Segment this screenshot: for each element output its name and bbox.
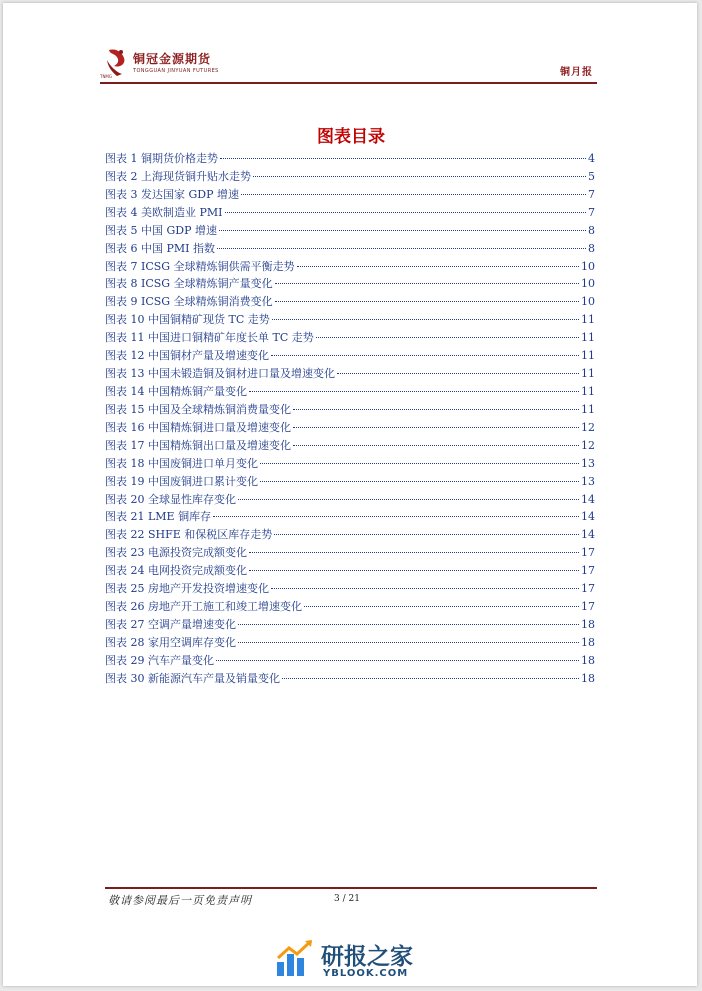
toc-entry-page: 11 [581,349,595,363]
toc-entry-label: 图表 2 上海现货铜升贴水走势 [105,169,251,183]
toc-entry-label: 图表 18 中国废铜进口单月变化 [105,456,258,470]
toc-entry-label: 图表 25 房地产开发投资增速变化 [105,582,269,596]
page-number: 3 / 21 [334,894,360,904]
page-header [100,44,597,90]
toc-entry[interactable] [105,562,595,580]
watermark-name: 研报之家 [321,944,413,970]
toc-entry[interactable] [105,670,595,688]
toc-title: 图表目录 [317,127,385,147]
toc-entry[interactable] [105,634,595,652]
toc-entry-page: 10 [581,277,595,291]
toc-dot-leader [316,337,579,338]
toc-entry-page: 14 [581,528,595,542]
toc-dot-leader [293,409,579,410]
toc-entry-page: 17 [581,564,595,578]
toc-entry-label: 图表 8 ICSG 全球精炼铜产量变化 [105,277,273,291]
toc-entry-label: 图表 9 ICSG 全球精炼铜消费变化 [105,295,273,309]
toc-entry[interactable] [105,616,595,634]
toc-entry[interactable] [105,311,595,329]
toc-entry-label: 图表 22 SHFE 和保税区库存走势 [105,528,273,542]
toc-dot-leader [275,283,579,284]
toc-dot-leader [216,660,579,661]
toc-entry-label: 图表 17 中国精炼铜出口量及增速变化 [105,438,291,452]
toc-dot-leader [293,445,579,446]
toc-entry[interactable] [105,383,595,401]
toc-dot-leader [249,552,579,553]
footer-disclaimer: 敬请参阅最后一页免责声明 [108,894,252,907]
toc-entry-label: 图表 20 全球显性库存变化 [105,492,236,506]
toc-dot-leader [293,427,579,428]
toc-dot-leader [220,158,586,159]
toc-entry[interactable] [105,598,595,616]
toc-entry-label: 图表 13 中国未锻造铜及铜材进口量及增速变化 [105,367,335,381]
toc-dot-leader [272,319,579,320]
toc-entry-label: 图表 7 ICSG 全球精炼铜供需平衡走势 [105,259,295,273]
toc-entry[interactable] [105,652,595,670]
toc-dot-leader [213,516,579,517]
toc-entry-label: 图表 15 中国及全球精炼铜消费量变化 [105,402,291,416]
toc-entry-page: 17 [581,600,595,614]
toc-entry-page: 10 [581,295,595,309]
toc-entry-page: 18 [581,671,595,685]
toc-entry-page: 5 [588,169,595,183]
toc-entry[interactable] [105,365,595,383]
toc-dot-leader [282,678,579,679]
bar-chart-icon [275,938,315,978]
toc-entry-label: 图表 5 中国 GDP 增速 [105,223,217,237]
toc-entry-page: 18 [581,635,595,649]
toc-entry-page: 8 [588,241,595,255]
toc-dot-leader [297,266,579,267]
toc-entry-page: 14 [581,510,595,524]
toc-entry-page: 18 [581,617,595,631]
toc-dot-leader [253,176,586,177]
toc-entry-page: 17 [581,582,595,596]
toc-entry-page: 14 [581,492,595,506]
company-name-cn: 铜冠金源期货 [133,52,212,66]
toc-dot-leader [241,194,586,195]
toc-dot-leader [225,212,587,213]
toc-dot-leader [271,588,579,589]
toc-dot-leader [260,481,579,482]
toc-entry-label: 图表 19 中国废铜进口累计变化 [105,474,258,488]
toc-entry[interactable] [105,580,595,598]
toc-entry-label: 图表 26 房地产开工施工和竣工增速变化 [105,600,302,614]
watermark [275,938,465,986]
toc-entry[interactable] [105,455,595,473]
toc-entry-label: 图表 4 美欧制造业 PMI [105,205,223,219]
toc-entry-page: 11 [581,367,595,381]
toc-dot-leader [260,463,579,464]
toc-entry[interactable] [105,204,595,222]
toc-entry-page: 13 [581,474,595,488]
toc-dot-leader [238,624,579,625]
toc-entry-label: 图表 6 中国 PMI 指数 [105,241,215,255]
toc-dot-leader [238,642,579,643]
toc-entry[interactable] [105,347,595,365]
toc-dot-leader [249,570,579,571]
toc-entry-label: 图表 29 汽车产量变化 [105,653,214,667]
watermark-url: YBLOOK.COM [323,968,409,979]
toc-entry[interactable] [105,258,595,276]
toc-entry-page: 11 [581,384,595,398]
toc-entry[interactable] [105,150,595,168]
toc-entry[interactable] [105,293,595,311]
footer-divider [105,887,597,889]
company-name-en: TONGGUAN JINYUAN FUTURES [133,68,219,74]
toc-entry-label: 图表 21 LME 铜库存 [105,510,212,524]
toc-entry-page: 11 [581,313,595,327]
toc-dot-leader [219,230,586,231]
toc-dot-leader [249,391,579,392]
toc-dot-leader [304,606,579,607]
toc-entry-label: 图表 14 中国精炼铜产量变化 [105,384,247,398]
toc-entry[interactable] [105,275,595,293]
toc-entry-page: 13 [581,456,595,470]
toc-entry-page: 11 [581,331,595,345]
header-divider [100,82,597,84]
toc-entry-page: 12 [581,420,595,434]
toc-entry-label: 图表 28 家用空调库存变化 [105,635,236,649]
toc-entry-label: 图表 23 电源投资完成额变化 [105,546,247,560]
toc-entry-page: 11 [581,402,595,416]
toc-dot-leader [274,534,579,535]
toc-entry[interactable] [105,240,595,258]
toc-entry-page: 7 [588,187,595,201]
toc-entry[interactable] [105,508,595,526]
toc-dot-leader [275,301,579,302]
toc-entry[interactable] [105,186,595,204]
toc-entry[interactable] [105,526,595,544]
toc-entry-label: 图表 24 电网投资完成额变化 [105,564,247,578]
toc-entry[interactable] [105,401,595,419]
toc-entry-label: 图表 3 发达国家 GDP 增速 [105,187,239,201]
toc-entry-label: 图表 10 中国铜精矿现货 TC 走势 [105,313,270,327]
toc-entry-label: 图表 27 空调产量增速变化 [105,617,236,631]
toc-dot-leader [238,499,579,500]
toc-entry[interactable] [105,544,595,562]
toc-entry-page: 17 [581,546,595,560]
toc-entry[interactable] [105,329,595,347]
toc-entry-page: 12 [581,438,595,452]
company-abbr: TNMG [100,74,112,79]
toc-entry-label: 图表 30 新能源汽车产量及销量变化 [105,671,280,685]
toc-entry-page: 10 [581,259,595,273]
toc-entry-page: 8 [588,223,595,237]
toc-dot-leader [337,373,579,374]
toc-entry-label: 图表 12 中国铜材产量及增速变化 [105,349,269,363]
toc-entry[interactable] [105,437,595,455]
toc-entry[interactable] [105,419,595,437]
toc-entry-page: 7 [588,205,595,219]
toc-dot-leader [217,248,586,249]
toc-entry[interactable] [105,222,595,240]
toc-entry-label: 图表 11 中国进口铜精矿年度长单 TC 走势 [105,331,314,345]
toc-list [105,150,595,688]
toc-entry-page: 18 [581,653,595,667]
toc-entry[interactable] [105,473,595,491]
toc-entry-page: 4 [588,152,595,165]
toc-dot-leader [271,355,579,356]
toc-entry[interactable] [105,491,595,509]
toc-entry[interactable] [105,168,595,186]
toc-entry-label: 图表 16 中国精炼铜进口量及增速变化 [105,420,291,434]
report-type-label: 铜月报 [560,67,593,78]
toc-entry-label: 图表 1 铜期货价格走势 [105,152,218,165]
